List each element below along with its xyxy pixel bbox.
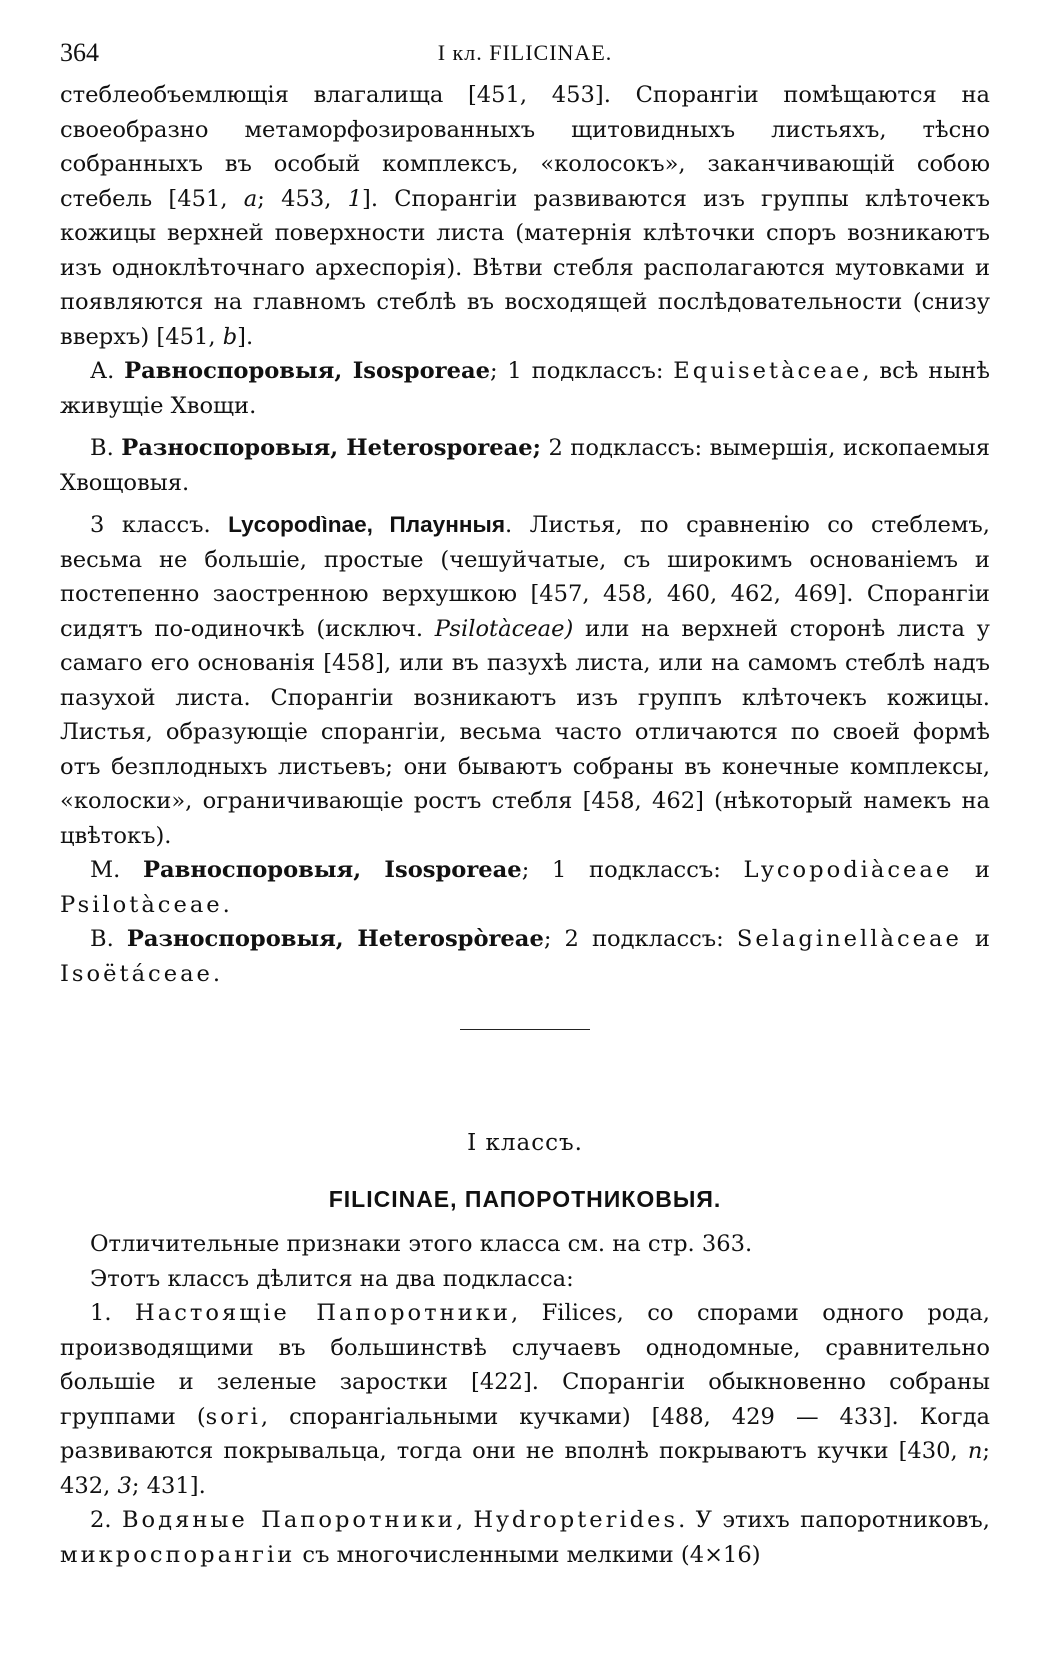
text-run: ; 1 подклассъ:	[521, 857, 744, 883]
subclass-item-hydropterides	[60, 1503, 990, 1572]
italic-run: n	[967, 1438, 983, 1464]
text-run: .	[222, 891, 230, 918]
text-run: ; 432,	[60, 1438, 990, 1499]
italic-run: b	[222, 323, 238, 350]
text-run: ; 2 подклассъ:	[543, 926, 737, 952]
spaced-run: Водяные Папоротники	[121, 1507, 456, 1533]
running-head: I кл. FILICINAE.	[437, 40, 613, 65]
equisetinae-heterosporeae	[60, 431, 990, 500]
class-intro-1: Отличительные признаки этого класса см. на стр. 363.	[90, 1231, 753, 1257]
italic-run: 3	[117, 1472, 132, 1499]
text-run: . Листья, по сравненію со стеблемъ, весьма не большіе, простые (чешуйчатые, съ широкимъ основаніемъ и постепенно заостренною верхушкою [457, 458, 460, 462, 469]. Спорангіи сидятъ по-одиночкѣ (исключ.	[60, 512, 990, 642]
section-divider	[460, 1029, 590, 1030]
bold-run: Разноспоровыя, Heterospòreae	[126, 926, 544, 952]
text-run: 2.	[90, 1507, 122, 1533]
text-run: В.	[90, 926, 127, 952]
text-run: стеблеобъемлющія влагалища [451, 453]. Спорангіи помѣщаются на своеобразно метаморфозированныхъ щитовидныхъ листьяхъ, тѣсно собранныхъ въ особый комплексъ, «колосокъ», заканчивающій собою стебель [451,	[60, 82, 990, 212]
class-title: FILICINAE, ПАПОРОТНИКОВЫЯ.	[328, 1186, 722, 1212]
lycopodinae-isosporeae	[60, 853, 990, 922]
text-run: , всѣ нынѣ живущіе Хвощи.	[60, 358, 990, 419]
text-run: ]. Спорангіи развиваются изъ группы клѣточекъ кожицы верхней поверхности листа (матернія клѣточки споръ возникаютъ изъ одноклѣточнаго археспорія). Вѣтви стебля располагаются мутовками и появляются на главномъ стеблѣ въ восходящей послѣдовательности (снизу вверхъ) [451,	[60, 185, 990, 350]
spaced-run: микроспорангіи	[60, 1541, 296, 1568]
text-run: . У этихъ папоротниковъ,	[678, 1507, 990, 1533]
text-run: , со спорами одного рода, производящими въ большинствѣ случаевъ однодомные, сравнительно большіе и зеленые заростки [422]. Спорангіи обыкновенно собраны группами (	[60, 1300, 990, 1430]
document-page	[60, 38, 990, 1572]
italic-run: a	[243, 185, 258, 212]
text-run: ; 431].	[131, 1472, 206, 1499]
text-run: В.	[90, 435, 122, 461]
text-run: ; 453,	[257, 185, 348, 212]
italic-run: Psilotàceae)	[434, 615, 574, 642]
page-number: 364	[60, 38, 99, 67]
intro-paragraph	[60, 78, 990, 354]
spaced-run: Equisetàceae	[673, 358, 863, 384]
lycopodinae-heterosporeae	[60, 922, 990, 991]
equisetinae-isosporeae	[60, 354, 990, 423]
text-run: ; 1 подклассъ:	[489, 358, 674, 384]
latin-run: Filices	[541, 1300, 617, 1326]
latin-run: Hydropterides	[473, 1507, 679, 1533]
bold-run: Равноспоровыя, Isosporeae	[124, 358, 490, 384]
text-run: и	[952, 857, 990, 883]
spaced-run: sori	[205, 1403, 261, 1430]
italic-run: 1	[347, 185, 362, 212]
text-run: 1.	[90, 1300, 136, 1326]
text-run: А.	[90, 358, 125, 384]
class-heading: I классъ.	[467, 1130, 583, 1156]
spaced-run: Isoëtáceae	[60, 960, 213, 987]
lycopodinae-paragraph	[60, 508, 990, 853]
bold-run: Равноспоровыя, Isosporeae	[143, 857, 522, 883]
page-header	[60, 38, 990, 78]
text-run: .	[212, 960, 221, 987]
spaced-run: Psilotàceae	[60, 891, 223, 918]
text-run: М.	[90, 857, 143, 883]
bold-run: Разноспоровыя, Heterosporeae;	[121, 435, 541, 461]
text-run: 3 классъ.	[90, 512, 229, 538]
text-run: , спорангіальными кучками) [488, 429 — 433]. Когда развиваются покрывальца, тогда они не вполнѣ покрываютъ кучки [430,	[60, 1403, 990, 1464]
spaced-run: Lycopodiàceae	[743, 857, 953, 883]
text-run: ,	[510, 1300, 542, 1326]
spaced-run: Настоящіе Папоротники	[135, 1300, 511, 1326]
subclass-item-filices	[60, 1296, 990, 1503]
text-run: или на верхней сторонѣ листа у самаго его основанія [458], или въ пазухѣ листа, или на самомъ стеблѣ надъ пазухой листа. Спорангіи возникаютъ изъ группъ клѣточекъ кожицы. Листья, образующіе спорангіи, весьма часто отличаются по своей формѣ отъ безплодныхъ листьевъ; они бываютъ собраны въ конечные комплексы, «колоски», ограничивающіе ростъ стебля [458, 462] (нѣкоторый намекъ на цвѣтокъ).	[60, 615, 990, 849]
bold-run: Lycopodìnae, Плаунныя	[228, 512, 506, 537]
class-intro-2: Этотъ классъ дѣлится на два подкласса:	[90, 1265, 574, 1292]
spaced-run: Selaginellàceae	[736, 926, 962, 952]
text-run: 2 подклассъ: вымершія, ископаемыя Хвощовыя.	[60, 435, 991, 496]
text-run: съ многочисленными мелкими (4×16)	[295, 1541, 761, 1568]
text-run: ].	[237, 323, 254, 350]
text-run: и	[961, 926, 990, 952]
text-run: ,	[455, 1507, 474, 1533]
